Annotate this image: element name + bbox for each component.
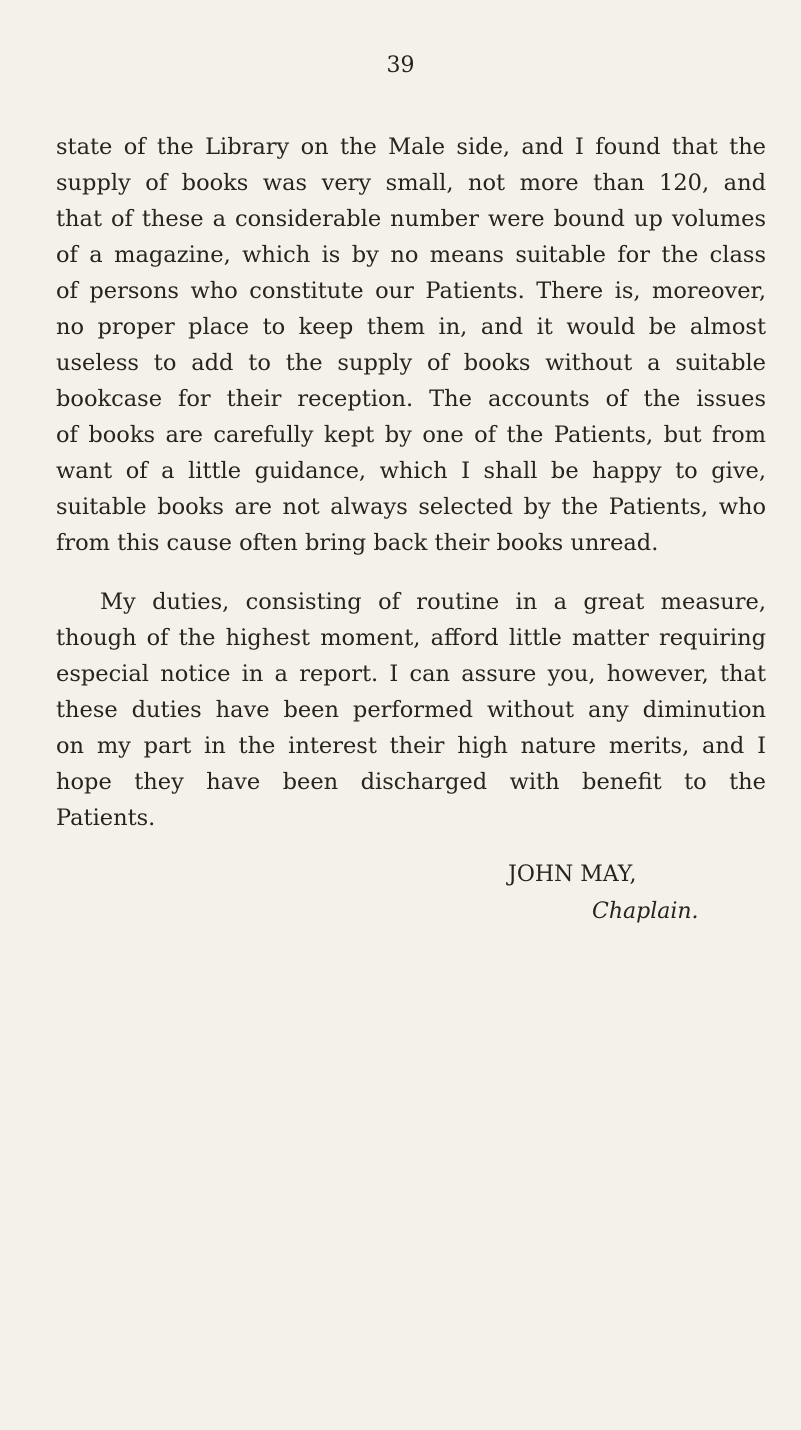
signature-name: JOHN MAY,	[508, 862, 637, 887]
text-line: of books are carefully kept by one of the Patients, but from	[56, 422, 766, 448]
text-line: suitable books are not always selected by the Patients, who	[56, 494, 766, 520]
text-line: bookcase for their reception. The accounts of the issues	[56, 386, 766, 412]
text-line: from this cause often bring back their books unread.	[56, 530, 659, 556]
text-line: these duties have been performed without any diminution	[56, 697, 766, 723]
text-line: useless to add to the supply of books without a suitable	[56, 350, 766, 376]
text-line: though of the highest moment, afford little matter requiring	[56, 625, 766, 651]
text-line: that of these a considerable number were bound up volumes	[56, 206, 766, 232]
text-line: no proper place to keep them in, and it would be almost	[56, 314, 766, 340]
text-line: hope they have been discharged with benefit to the	[56, 769, 766, 795]
text-line: Patients.	[56, 805, 156, 831]
text-line: especial notice in a report. I can assure you, however, that	[56, 661, 766, 687]
text-line: on my part in the interest their high nature merits, and I	[56, 733, 766, 759]
text-line: state of the Library on the Male side, and I found that the	[56, 134, 766, 160]
text-line: supply of books was very small, not more than 120, and	[56, 170, 766, 196]
page-number: 39	[386, 53, 415, 78]
text-line: want of a little guidance, which I shall be happy to give,	[56, 458, 766, 484]
text-line: of persons who constitute our Patients. There is, moreover,	[56, 278, 766, 304]
signature-title: Chaplain.	[592, 899, 699, 924]
text-line: of a magazine, which is by no means suitable for the class	[56, 242, 766, 268]
text-line: My duties, consisting of routine in a great measure,	[100, 589, 766, 615]
